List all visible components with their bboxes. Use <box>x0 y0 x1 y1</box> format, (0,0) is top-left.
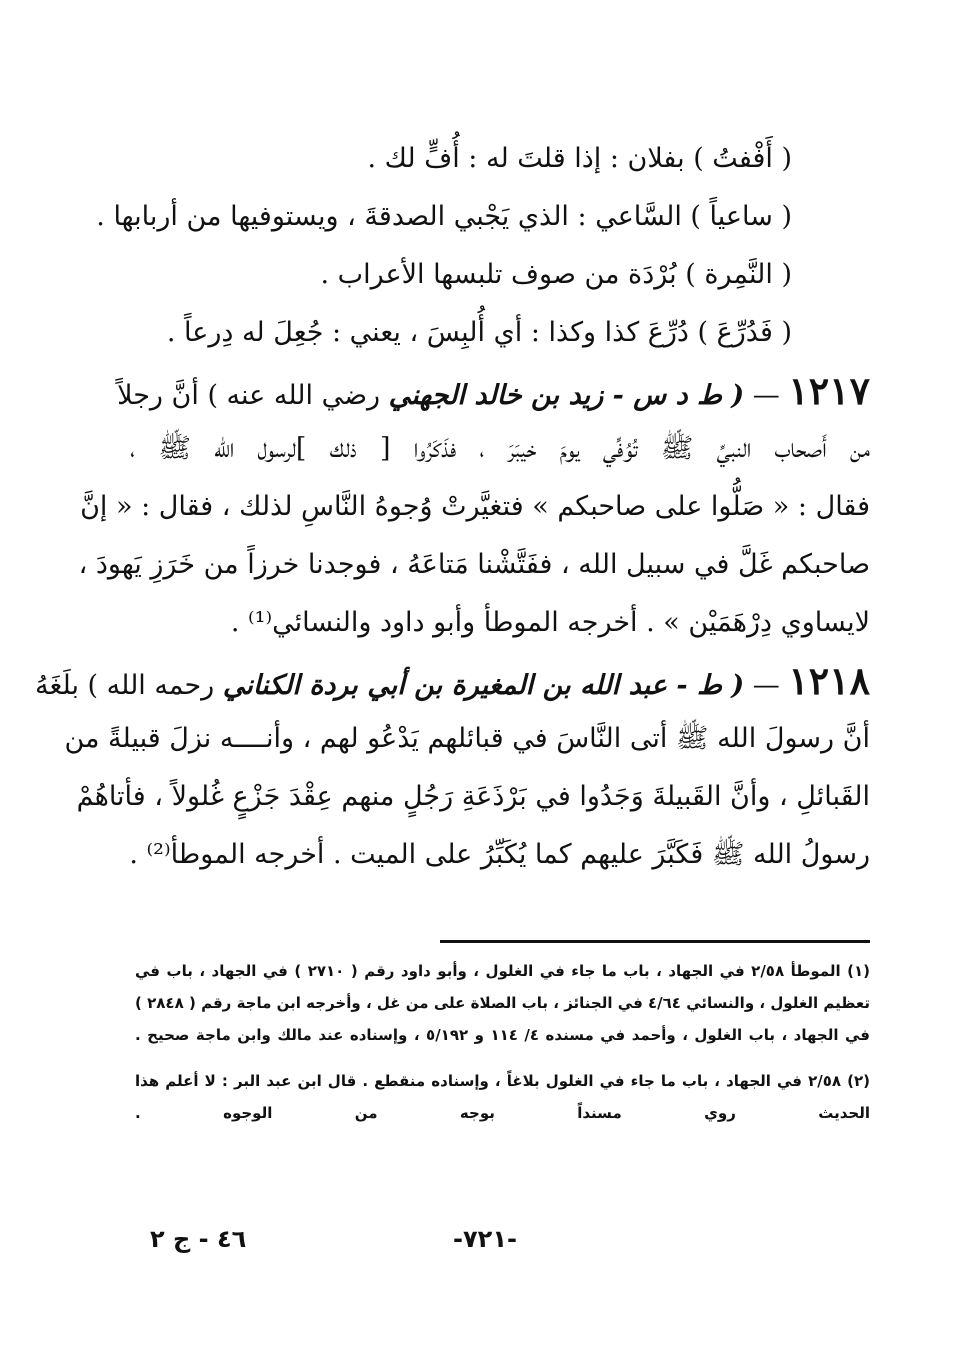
hadith-line: رسولُ الله ﷺ فَكَبَّرَ عليهم كما يُكَبِّرُ على الميت . أخرجه الموطأ⁽²⁾ . <box>129 839 870 870</box>
glossary-entry: ( أَفْفتُ ) بفلان : إذا قلتَ له : أُفٍّ لك . <box>367 143 792 174</box>
glossary-entry: ( النَّمِرة ) بُرْدَة من صوف تلبسها الأعراب . <box>320 259 792 290</box>
footnotes <box>135 955 870 1129</box>
hadith-line: القَبائلِ ، وأنَّ القَبيلةَ وَجَدُوا في بَرْذَعَةِ رَجُلٍ منهم عِقْدَ جَزْعٍ غُلولاً ، فأتاهُمْ <box>76 781 870 812</box>
hadith-text: رحمه الله ) بلَغَهُ <box>35 670 215 701</box>
hadith-dash: — <box>744 380 780 411</box>
page-footer <box>0 1225 953 1265</box>
hadith-1217-first-line <box>117 362 870 420</box>
hadith-dash: — <box>744 670 780 701</box>
hadith-1218-first-line <box>35 652 870 710</box>
hadith-line: من أَصحاب النبيِّ ﷺ تُوُفِّي يومَ خيبَرَ ، فذَكَرُوا [ ذلك ]لرسول الله ﷺ ، <box>130 433 870 464</box>
glossary-entry: ( فَدُرِّعَ ) دُرِّعَ كذا وكذا : أي أُلبِسَ ، يعني : جُعِلَ له دِرعاً . <box>166 317 792 348</box>
footnote-1: (١) الموطأ ٢/٥٨ في الجهاد ، باب ما جاء في الغلول ، وأبو داود رقم ( ٢٧١٠ ) في الجهاد ، باب في تعظيم الغلول ، والنسائي ٤/٦٤ في الجنائز ، باب الصلاة على من غل ، وأخرجه ابن ماجة رقم ( ٢٨٤٨ ) في الجهاد ، باب الغلول ، وأحمد في مسنده ٤/ ١١٤ و ٥/١٩٢ ، وإسناده عند مالك وابن ماجة صحيح . <box>135 962 870 1044</box>
footnote-2: (٢) ٢/٥٨ في الجهاد ، باب ما جاء في الغلول بلاغاً ، وإسناده منقطع . قال ابن عبد البر : لا أعلم هذا الحديث روي مسنداً بوجه من الوجوه . <box>135 1072 870 1122</box>
hadith-line: فقال : « صَلُّوا على صاحبكم » فتغيَّرتْ وُجوهُ النَّاسِ لذلك ، فقال : « إنَّ <box>80 491 870 522</box>
page-body <box>35 130 870 884</box>
hadith-line: أنَّ رسولَ الله ﷺ أتى النَّاسَ في قبائلهم يَدْعُو لهم ، وأنــــه نزلَ قبيلةً من <box>64 723 870 754</box>
hadith-number: ١٢١٨ <box>788 658 870 703</box>
hadith-line: صاحبكم غَلَّ في سبيل الله ، ففَتَّشْنا مَتاعَهُ ، فوجدنا خرزاً من خَرَزِ يَهودَ ، <box>78 549 870 580</box>
volume-signature: ٤٦ - ج ٢ <box>150 1225 247 1253</box>
hadith-chain: ( ط - عبد الله بن المغيرة بن أبي بردة الكناني <box>222 670 745 701</box>
page-number: -٧٢١- <box>453 1225 517 1253</box>
footnote-separator <box>440 940 870 943</box>
hadith-chain: ( ط د س - زيد بن خالد الجهني <box>388 380 745 411</box>
hadith-number: ١٢١٧ <box>788 368 870 413</box>
glossary-entry: ( ساعياً ) السَّاعي : الذي يَجْبي الصدقةَ ، ويستوفيها من أربابها . <box>96 201 792 232</box>
hadith-line: لايساوي دِرْهَمَيْن » . أخرجه الموطأ وأبو داود والنسائي⁽¹⁾ . <box>230 607 870 638</box>
hadith-text: رضي الله عنه ) أنَّ رجلاً <box>117 380 381 411</box>
